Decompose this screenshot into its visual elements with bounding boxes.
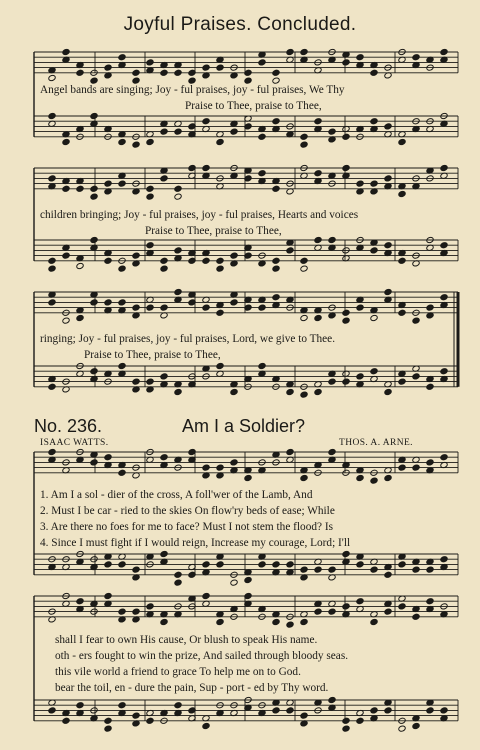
note-head bbox=[216, 257, 224, 264]
note-head bbox=[370, 618, 378, 625]
note-head bbox=[342, 133, 350, 140]
note-head bbox=[314, 236, 322, 243]
note-head bbox=[384, 175, 392, 182]
note-head bbox=[174, 247, 182, 254]
note-head bbox=[356, 304, 364, 311]
note-head bbox=[132, 141, 140, 148]
note-head bbox=[300, 566, 308, 573]
note-head bbox=[328, 378, 336, 385]
note-head bbox=[258, 362, 266, 369]
note-head bbox=[286, 561, 294, 568]
note-head bbox=[202, 304, 210, 311]
note-head bbox=[286, 247, 294, 254]
note-head bbox=[90, 299, 98, 306]
note-head bbox=[314, 170, 322, 177]
verse-line: 2. Must I be car - ried to the skies On flow'ry beds of ease; While bbox=[40, 505, 335, 517]
verse-line: 4. Since I must fight if I would reign, Increase my courage, Lord; I'll bbox=[40, 537, 351, 549]
note-head bbox=[104, 561, 112, 568]
note-head bbox=[118, 608, 126, 615]
note-head bbox=[328, 448, 336, 455]
note-head bbox=[202, 561, 210, 568]
note-head bbox=[174, 288, 182, 295]
note-head bbox=[370, 118, 378, 125]
note-head bbox=[272, 707, 280, 714]
note-head bbox=[398, 309, 406, 316]
section-title: Joyful Praises. Concluded. bbox=[123, 14, 357, 35]
note-head bbox=[174, 388, 182, 395]
note-head bbox=[132, 252, 140, 259]
note-head bbox=[440, 48, 448, 55]
note-head bbox=[90, 112, 98, 119]
note-head bbox=[426, 707, 434, 714]
note-head bbox=[384, 388, 392, 395]
note-head bbox=[216, 64, 224, 71]
note-head bbox=[160, 265, 168, 272]
note-head bbox=[342, 309, 350, 316]
note-head bbox=[384, 707, 392, 714]
note-head bbox=[174, 193, 182, 200]
note-head bbox=[62, 138, 70, 145]
note-head bbox=[370, 368, 378, 375]
verse-line: bear the toil, en - dure the pain, Sup - port - ed by Thy word. bbox=[55, 682, 329, 694]
note-head bbox=[48, 265, 56, 272]
note-head bbox=[118, 299, 126, 306]
note-head bbox=[342, 603, 350, 610]
note-head bbox=[160, 454, 168, 461]
note-head bbox=[48, 448, 56, 455]
note-head bbox=[384, 474, 392, 481]
verse-line: 1. Am I a sol - dier of the cross, A foll'wer of the Lamb, And bbox=[40, 489, 313, 501]
note-head bbox=[258, 170, 266, 177]
note-head bbox=[300, 141, 308, 148]
note-head bbox=[272, 294, 280, 301]
note-head bbox=[174, 702, 182, 709]
note-head bbox=[342, 317, 350, 324]
note-head bbox=[216, 561, 224, 568]
note-head bbox=[398, 561, 406, 568]
note-head bbox=[160, 69, 168, 76]
note-head bbox=[48, 74, 56, 81]
note-head bbox=[300, 618, 308, 625]
note-head bbox=[118, 54, 126, 61]
note-head bbox=[412, 722, 420, 729]
note-head bbox=[174, 128, 182, 135]
note-head bbox=[412, 54, 420, 61]
note-head bbox=[440, 242, 448, 249]
note-head bbox=[146, 138, 154, 145]
note-head bbox=[104, 64, 112, 71]
note-head bbox=[104, 717, 112, 724]
note-head bbox=[440, 556, 448, 563]
note-head bbox=[104, 180, 112, 187]
note-head bbox=[342, 59, 350, 66]
note-head bbox=[370, 566, 378, 573]
note-head bbox=[356, 717, 364, 724]
note-head bbox=[440, 368, 448, 375]
note-head bbox=[230, 252, 238, 259]
hymn-composer: THOS. A. ARNE. bbox=[339, 438, 413, 448]
note-head bbox=[244, 576, 252, 583]
note-head bbox=[314, 608, 322, 615]
note-head bbox=[356, 180, 364, 187]
note-head bbox=[244, 592, 252, 599]
note-head bbox=[62, 317, 70, 324]
note-head bbox=[272, 561, 280, 568]
note-head bbox=[216, 362, 224, 369]
note-head bbox=[370, 707, 378, 714]
note-head bbox=[76, 69, 84, 76]
note-head bbox=[202, 118, 210, 125]
note-head bbox=[160, 550, 168, 557]
note-head bbox=[146, 603, 154, 610]
note-head bbox=[300, 391, 308, 398]
note-head bbox=[314, 388, 322, 395]
note-head bbox=[286, 621, 294, 628]
note-head bbox=[174, 185, 182, 192]
note-head bbox=[384, 571, 392, 578]
note-head bbox=[342, 717, 350, 724]
note-head bbox=[160, 304, 168, 311]
note-head bbox=[174, 571, 182, 578]
note-head bbox=[272, 69, 280, 76]
note-head bbox=[90, 236, 98, 243]
note-head bbox=[440, 454, 448, 461]
note-head bbox=[426, 304, 434, 311]
note-head bbox=[76, 314, 84, 321]
note-head bbox=[146, 717, 154, 724]
note-head bbox=[300, 257, 308, 264]
note-head bbox=[104, 257, 112, 264]
note-head bbox=[356, 598, 364, 605]
note-head bbox=[258, 133, 266, 140]
note-head bbox=[286, 48, 294, 55]
note-head bbox=[62, 717, 70, 724]
note-head bbox=[342, 725, 350, 732]
note-head bbox=[146, 59, 154, 66]
note-head bbox=[230, 388, 238, 395]
note-head bbox=[202, 164, 210, 171]
note-head bbox=[230, 579, 238, 586]
note-head bbox=[258, 304, 266, 311]
note-head bbox=[328, 608, 336, 615]
note-head bbox=[286, 388, 294, 395]
note-head bbox=[398, 138, 406, 145]
note-head bbox=[62, 252, 70, 259]
note-head bbox=[370, 69, 378, 76]
note-head bbox=[216, 464, 224, 471]
note-head bbox=[272, 265, 280, 272]
note-head bbox=[48, 299, 56, 306]
note-head bbox=[118, 180, 126, 187]
verse-line: shall I fear to own His cause, Or blush to speak His name. bbox=[55, 634, 318, 646]
note-head bbox=[202, 722, 210, 729]
note-head bbox=[118, 138, 126, 145]
note-head bbox=[90, 368, 98, 375]
note-head bbox=[104, 299, 112, 306]
note-head bbox=[48, 175, 56, 182]
note-head bbox=[272, 185, 280, 192]
note-head bbox=[342, 164, 350, 171]
note-head bbox=[314, 566, 322, 573]
note-head bbox=[188, 571, 196, 578]
note-head bbox=[202, 464, 210, 471]
note-head bbox=[440, 294, 448, 301]
note-head bbox=[398, 464, 406, 471]
note-head bbox=[258, 561, 266, 568]
note-head bbox=[328, 236, 336, 243]
note-head bbox=[202, 592, 210, 599]
note-head bbox=[48, 383, 56, 390]
note-head bbox=[328, 696, 336, 703]
system1-bass-lyric: Praise to Thee, praise to Thee, bbox=[185, 100, 322, 112]
note-head bbox=[300, 712, 308, 719]
note-head bbox=[90, 459, 98, 466]
note-head bbox=[356, 561, 364, 568]
note-head bbox=[398, 257, 406, 264]
note-head bbox=[440, 707, 448, 714]
note-head bbox=[160, 257, 168, 264]
note-head bbox=[384, 608, 392, 615]
note-head bbox=[202, 257, 210, 264]
note-head bbox=[384, 123, 392, 130]
note-head bbox=[328, 128, 336, 135]
note-head bbox=[370, 477, 378, 484]
note-head bbox=[62, 48, 70, 55]
note-head bbox=[216, 138, 224, 145]
note-head bbox=[160, 373, 168, 380]
note-head bbox=[300, 474, 308, 481]
note-head bbox=[160, 618, 168, 625]
note-head bbox=[132, 378, 140, 385]
note-head bbox=[76, 702, 84, 709]
note-head bbox=[412, 373, 420, 380]
system2-bass-lyric: Praise to Thee, praise to Thee, bbox=[145, 225, 282, 237]
note-head bbox=[244, 474, 252, 481]
note-head bbox=[300, 314, 308, 321]
note-head bbox=[384, 288, 392, 295]
note-head bbox=[118, 702, 126, 709]
note-head bbox=[426, 598, 434, 605]
note-head bbox=[356, 474, 364, 481]
note-head bbox=[90, 185, 98, 192]
system1-lyric: Angel bands are singing; Joy - ful praises, joy - ful praises, We Thy bbox=[40, 84, 345, 96]
note-head bbox=[132, 608, 140, 615]
note-head bbox=[146, 378, 154, 385]
note-head bbox=[118, 469, 126, 476]
note-head bbox=[230, 128, 238, 135]
note-head bbox=[328, 566, 336, 573]
note-head bbox=[188, 257, 196, 264]
note-head bbox=[174, 69, 182, 76]
note-head bbox=[146, 193, 154, 200]
hymn-number: No. 236. bbox=[34, 416, 103, 436]
note-head bbox=[118, 265, 126, 272]
note-head bbox=[370, 180, 378, 187]
note-head bbox=[118, 362, 126, 369]
note-head bbox=[62, 185, 70, 192]
note-head bbox=[370, 314, 378, 321]
verse-line: 3. Are there no foes for me to face? Must I not stem the flood? Is bbox=[40, 521, 334, 533]
note-head bbox=[300, 133, 308, 140]
note-head bbox=[132, 712, 140, 719]
note-head bbox=[216, 618, 224, 625]
note-head bbox=[398, 603, 406, 610]
note-head bbox=[76, 598, 84, 605]
note-head bbox=[104, 592, 112, 599]
note-head bbox=[300, 48, 308, 55]
note-head bbox=[412, 566, 420, 573]
note-head bbox=[132, 69, 140, 76]
note-head bbox=[426, 459, 434, 466]
note-head bbox=[272, 118, 280, 125]
note-head bbox=[146, 242, 154, 249]
note-head bbox=[76, 262, 84, 269]
note-head bbox=[398, 725, 406, 732]
note-head bbox=[356, 373, 364, 380]
note-head bbox=[356, 54, 364, 61]
note-head bbox=[412, 613, 420, 620]
note-head bbox=[146, 185, 154, 192]
hymn-title: Am I a Soldier? bbox=[182, 416, 306, 436]
note-head bbox=[300, 265, 308, 272]
system3-lyric: ringing; Joy - ful praises, joy - ful praises, Lord, we give to Thee. bbox=[40, 333, 336, 345]
note-head bbox=[370, 247, 378, 254]
note-head bbox=[76, 185, 84, 192]
note-head bbox=[104, 725, 112, 732]
note-head bbox=[342, 378, 350, 385]
system2-lyric: children bringing; Joy - ful praises, joy - ful praises, Hearts and voices bbox=[40, 209, 359, 221]
note-head bbox=[230, 459, 238, 466]
note-head bbox=[104, 454, 112, 461]
verse-line: oth - ers fought to win the prize, And sailed through bloody seas. bbox=[55, 650, 349, 662]
note-head bbox=[146, 304, 154, 311]
system3-bass-lyric: Praise to Thee, praise to Thee, bbox=[84, 349, 221, 361]
note-head bbox=[174, 579, 182, 586]
note-head bbox=[48, 257, 56, 264]
note-head bbox=[286, 448, 294, 455]
note-head bbox=[132, 304, 140, 311]
note-head bbox=[398, 378, 406, 385]
note-head bbox=[426, 566, 434, 573]
note-head bbox=[48, 112, 56, 119]
note-head bbox=[188, 69, 196, 76]
note-head bbox=[426, 383, 434, 390]
note-head bbox=[48, 707, 56, 714]
note-head bbox=[160, 128, 168, 135]
note-head bbox=[272, 257, 280, 264]
note-head bbox=[272, 618, 280, 625]
note-head bbox=[216, 265, 224, 272]
note-head bbox=[342, 550, 350, 557]
note-head bbox=[398, 190, 406, 197]
hymn-author: ISAAC WATTS. bbox=[40, 438, 109, 448]
note-head bbox=[440, 164, 448, 171]
note-head bbox=[314, 118, 322, 125]
note-head bbox=[216, 309, 224, 316]
note-head bbox=[90, 193, 98, 200]
note-head bbox=[258, 59, 266, 66]
note-head bbox=[132, 566, 140, 573]
note-head bbox=[202, 64, 210, 71]
note-head bbox=[230, 299, 238, 306]
note-head bbox=[118, 561, 126, 568]
note-head bbox=[384, 242, 392, 249]
note-head bbox=[314, 314, 322, 321]
note-head bbox=[160, 175, 168, 182]
verse-line: this vile world a friend to grace To help me on to God. bbox=[55, 666, 301, 678]
note-head bbox=[286, 707, 294, 714]
note-head bbox=[412, 317, 420, 324]
note-head bbox=[412, 464, 420, 471]
